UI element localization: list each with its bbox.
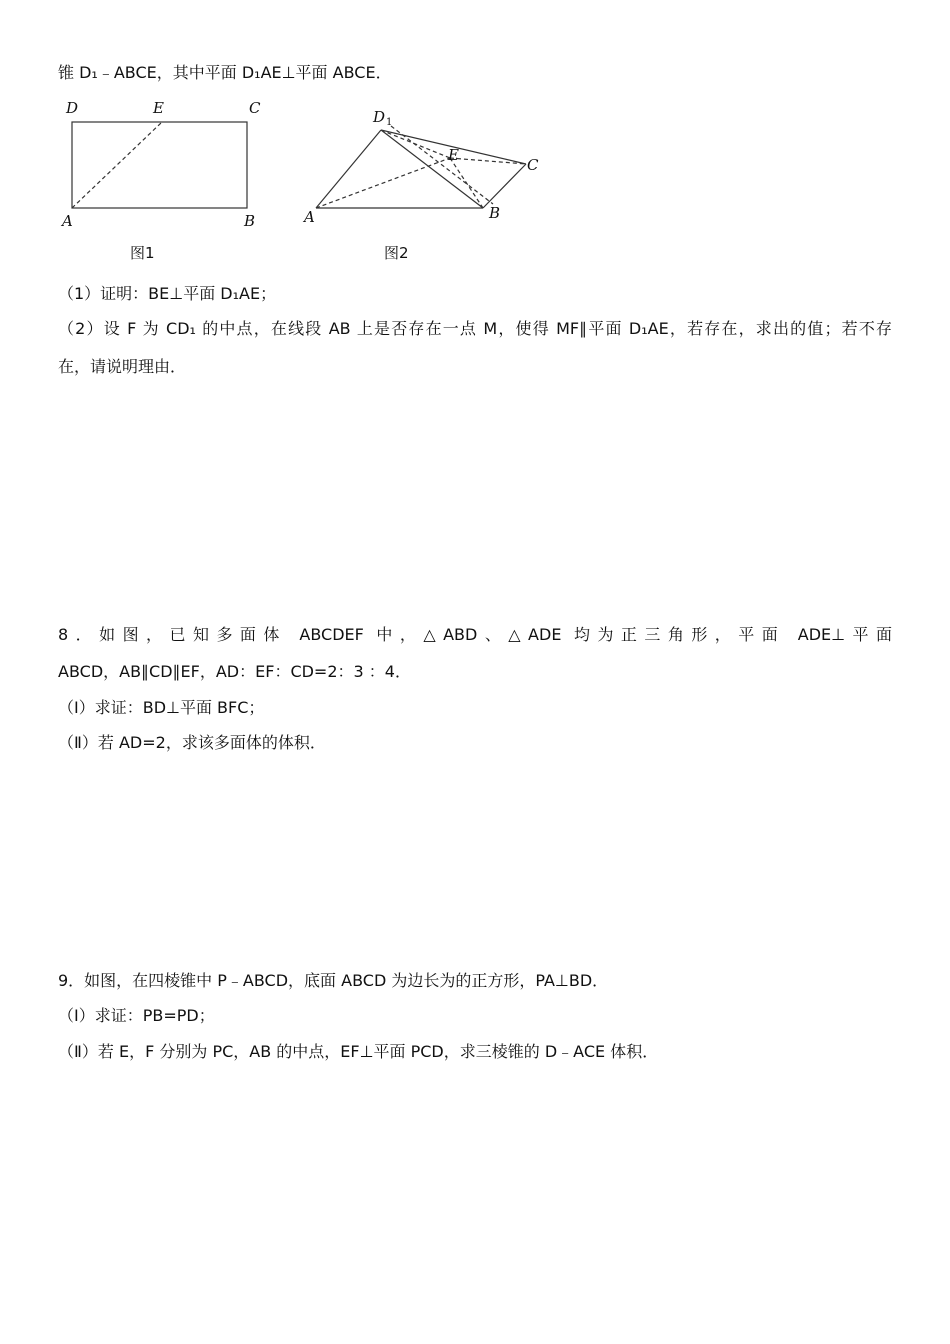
- q8-part1: （Ⅰ）求证：BD⊥平面 BFC；: [58, 698, 265, 717]
- label-e: E: [153, 99, 164, 117]
- label-a: A: [304, 208, 315, 226]
- q7-part2-line2: 在，请说明理由．: [58, 357, 187, 376]
- figure-2-caption: 图2: [384, 244, 409, 262]
- dashed-segment-ae: [72, 122, 162, 208]
- label-a: A: [62, 212, 73, 230]
- q9-part2: （Ⅱ）若 E，F 分别为 PC，AB 的中点，EF⊥平面 PCD，求三棱锥的 D﹣ACE 体积．: [58, 1042, 659, 1061]
- q9-line1: 9．如图，在四棱锥中 P﹣ABCD，底面 ABCD 为边长为的正方形，PA⊥BD．: [58, 971, 609, 990]
- q9-part1: （Ⅰ）求证：PB=PD；: [58, 1006, 215, 1025]
- rectangle-abcd: [72, 122, 247, 208]
- label-c: C: [249, 99, 261, 117]
- q8-line1: 8．如图，已知多面体 ABCDEF 中，△ABD、△ADE 均为正三角形，平面 ADE⊥平面: [58, 625, 892, 644]
- label-e: E: [448, 146, 459, 164]
- label-b: B: [489, 204, 501, 222]
- q7-part2-line1: （2）设 F 为 CD₁ 的中点，在线段 AB 上是否存在一点 M，使得 MF∥平面 D₁AE，若存在，求出的值；若不存: [58, 319, 892, 338]
- figure-2: [298, 100, 548, 228]
- figure-1: [58, 96, 268, 234]
- q8-line2: ABCD，AB∥CD∥EF，AD：EF：CD=2：3 ：4．: [58, 662, 411, 681]
- label-c: C: [527, 156, 539, 174]
- label-b: B: [244, 212, 256, 230]
- label-d1: D: [373, 108, 386, 126]
- q8-part2: （Ⅱ）若 AD=2，求该多面体的体积．: [58, 733, 326, 752]
- figure-1-caption: 图1: [130, 244, 155, 262]
- q7-part1: （1）证明：BE⊥平面 D₁AE；: [58, 284, 277, 303]
- intro-line: 锥 D₁﹣ABCE，其中平面 D₁AE⊥平面 ABCE．: [58, 63, 392, 82]
- label-d1-sub: 1: [386, 117, 393, 128]
- label-d: D: [66, 99, 79, 117]
